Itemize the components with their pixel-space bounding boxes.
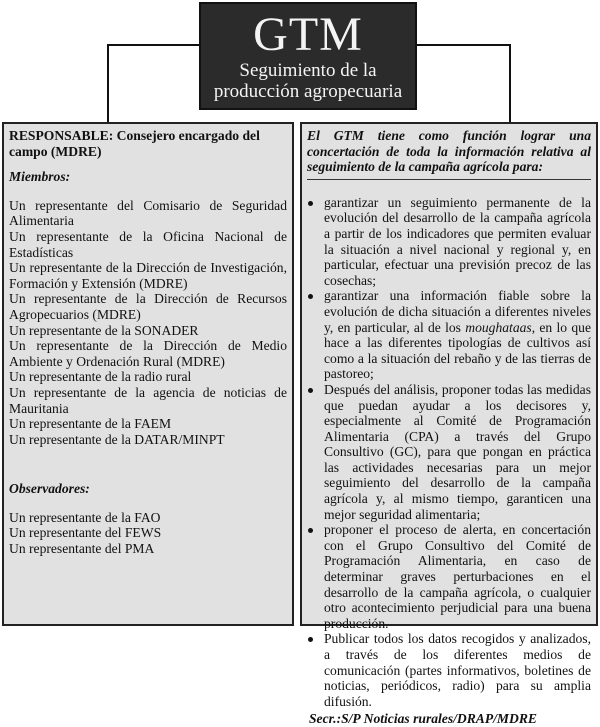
- member-item: Un representante de la Oficina Nacional de Estadísticas: [9, 228, 287, 260]
- member-item: Un representante de la Dirección de Medio Ambiente y Ordenación Rural (MDRE): [9, 338, 287, 369]
- function-text-italic-term: moughataas: [465, 319, 532, 335]
- connector-right: [417, 44, 511, 124]
- observer-item: Un representante de la FAO: [9, 509, 161, 525]
- function-item: [307, 631, 591, 709]
- function-text: proponer el proceso de alerta, en concertación con el Grupo Consultivo del Comité de Programación Alimentaria, en caso de determinar graves perturbaciones en el desarrollo de la campaña agrícola, o cualquier otro acontecimiento perjudicial para una buena producción.: [324, 522, 591, 631]
- bullet-dot-icon: [308, 528, 313, 533]
- title-acronym: GTM: [253, 8, 363, 61]
- function-text: Después del análisis, proponer todas las medidas que puedan ayudar a los decisores y, especialmente al Comité de Programación Alimentaria (CPA) a través del Grupo Consultivo (GC), para que pongan en práctica las actividades necesarias para un mejor seguimiento del desarrollo de la campaña agrícola y, al mismo tiempo, garanticen una mejor seguridad alimentaria;: [324, 381, 591, 522]
- title-subtitle-line2: producción agropecuaria: [213, 81, 403, 102]
- gtm-title-box: [199, 2, 417, 110]
- member-item: Un representante de la agencia de noticias de Mauritania: [9, 384, 287, 416]
- observer-item: Un representante del FEWS: [9, 525, 162, 541]
- member-item: Un representante del Comisario de Seguridad Alimentaria: [9, 197, 287, 229]
- connector-left: [107, 44, 201, 124]
- member-item: Un representante de la radio rural: [9, 369, 192, 385]
- responsible-heading: RESPONSABLE: Consejero encargado del campo (MDRE): [9, 128, 260, 159]
- members-list: [9, 198, 287, 448]
- bullet-dot-icon: [308, 294, 313, 299]
- functions-list: [307, 195, 591, 710]
- bullet-dot-icon: [308, 388, 313, 393]
- function-text: garantizar un seguimiento permanente de la evolución del desarrollo de la campaña agrícola a partir de los indicadores que permiten evaluar la situación a nivel nacional y regional y, en particular, efectuar una previsión precoz de las cosechas;: [324, 194, 591, 288]
- member-item: Un representante de la Dirección de Investigación, Formación y Extensión (MDRE): [9, 260, 287, 291]
- source-note: Secr.:S/P Noticias rurales/DRAP/MDRE: [309, 711, 537, 727]
- title-subtitle-line1: Seguimiento de la: [239, 60, 377, 81]
- bullet-dot-icon: [308, 201, 313, 206]
- observer-item: Un representante del PMA: [9, 541, 155, 557]
- member-item: Un representante de la SONADER: [9, 322, 199, 338]
- function-text-before: garantizar una información fiable sobre la evolución de dicha situación a diferentes niveles y, en particular, al de los: [324, 288, 591, 335]
- observers-list: [9, 510, 287, 557]
- observers-heading: Observadores:: [9, 481, 90, 497]
- section-spacer: [9, 447, 287, 481]
- function-item: [307, 522, 591, 631]
- member-item: Un representante de la FAEM: [9, 416, 172, 432]
- bullet-dot-icon: [308, 637, 313, 642]
- composition-panel: [2, 122, 294, 626]
- member-item: Un representante de la Dirección de Recursos Agropecuarios (MDRE): [9, 291, 287, 322]
- function-item: [307, 382, 591, 522]
- member-item: Un representante de la DATAR/MINPT: [9, 431, 225, 447]
- function-text: Publicar todos los datos recogidos y analizados, a través de los diferentes medios de comunicación (partes informativos, boletines de noticias, periódicos, radio) para su amplia difusión.: [324, 631, 591, 709]
- function-item: [307, 288, 591, 382]
- functions-intro: El GTM tiene como función lograr una concertación de toda la información relativa al seguimiento de la campaña agrícola para:: [307, 128, 591, 180]
- functions-panel: [300, 122, 598, 727]
- function-item: [307, 195, 591, 289]
- function-text-after: , en lo que hace a las diferentes tipologías de cultivos así como a la situación del rebaño y de las tierras de pastoreo;: [324, 319, 591, 382]
- members-heading: Miembros:: [9, 169, 71, 185]
